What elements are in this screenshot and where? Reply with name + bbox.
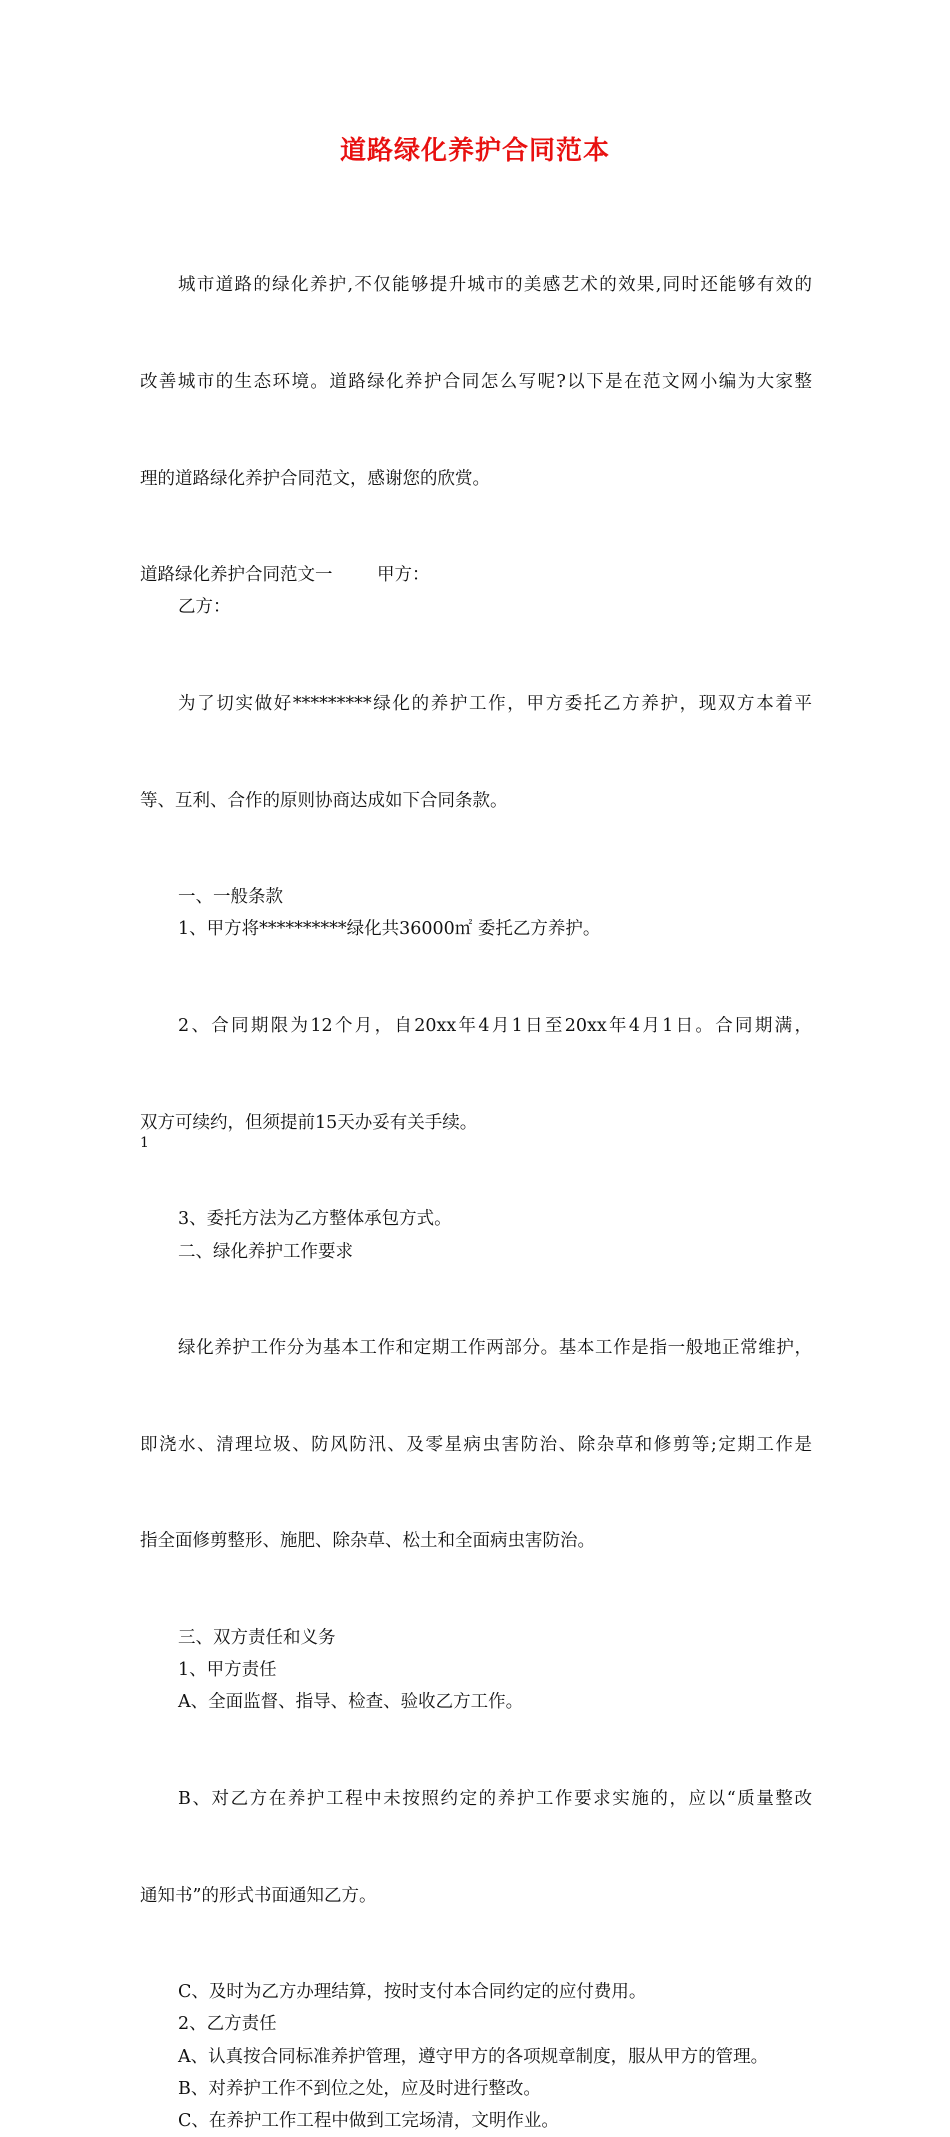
duty-line: 通知书”的形式书面通知乙方。 xyxy=(140,1885,377,1906)
intro-line: 改善城市的生态环境。道路绿化养护合同怎么写呢?以下是在范文网小编为大家整 xyxy=(140,372,812,393)
document-body xyxy=(140,205,812,2137)
section-2-line: 指全面修剪整形、施肥、除杂草、松土和全面病虫害防治。 xyxy=(140,1531,595,1552)
duty-line: B、对乙方在养护工程中未按照约定的养护工作要求实施的，应以“质量整改 xyxy=(178,1788,812,1809)
intro-paragraph xyxy=(140,205,812,559)
party-b-duty-b: B、对养护工作不到位之处，应及时进行整改。 xyxy=(178,2078,541,2099)
party-a-duties-title: 1、甲方责任 xyxy=(178,1660,277,1681)
preamble-line: 等、互利、合作的原则协商达成如下合同条款。 xyxy=(140,790,508,811)
intro-line: 理的道路绿化养护合同范文，感谢您的欣赏。 xyxy=(140,468,490,489)
clause-line: 双方可续约，但须提前15天办妥有关手续。 xyxy=(140,1112,478,1133)
clause-1-3: 3、委托方法为乙方整体承包方式。 xyxy=(178,1209,452,1230)
party-b-duty-a: A、认真按合同标准养护管理，遵守甲方的各项规章制度，服从甲方的管理。 xyxy=(178,2046,769,2067)
party-b-duties-title: 2、乙方责任 xyxy=(178,2014,277,2035)
preamble-line: 为了切实做好*********绿化的养护工作，甲方委托乙方养护，现双方本着平 xyxy=(178,694,812,715)
clause-1-1: 1、甲方将**********绿化共36000㎡ 委托乙方养护。 xyxy=(178,919,601,940)
party-a-duty-b xyxy=(140,1719,812,1977)
party-a-duty-a: A、全面监督、指导、检查、验收乙方工作。 xyxy=(178,1692,524,1713)
party-b-label: 乙方： xyxy=(178,597,231,618)
section-2-paragraph xyxy=(140,1268,812,1622)
section-2-line: 即浇水、清理垃圾、防风防汛、及零星病虫害防治、除杂草和修剪等;定期工作是 xyxy=(140,1434,812,1455)
party-b-duty-c: C、在养护工作工程中做到工完场清，文明作业。 xyxy=(178,2110,559,2131)
intro-line: 城市道路的绿化养护,不仅能够提升城市的美感艺术的效果,同时还能够有效的 xyxy=(178,275,812,296)
contract-heading-line: 道路绿化养护合同范文一 甲方： xyxy=(140,565,430,586)
section-1-title: 一、一般条款 xyxy=(178,887,283,908)
page-number: 1 xyxy=(140,1135,149,1151)
clause-1-2 xyxy=(140,946,812,1204)
section-2-line: 绿化养护工作分为基本工作和定期工作两部分。基本工作是指一般地正常维护， xyxy=(178,1338,812,1359)
section-2-title: 二、绿化养护工作要求 xyxy=(178,1241,353,1262)
section-3-title: 三、双方责任和义务 xyxy=(178,1627,336,1648)
clause-line: 2、合同期限为12个月，自20xx年4月1日至20xx年4月1日。合同期满， xyxy=(178,1016,812,1037)
party-a-duty-c: C、及时为乙方办理结算，按时支付本合同约定的应付费用。 xyxy=(178,1982,647,2003)
preamble-paragraph xyxy=(140,624,812,882)
document-title: 道路绿化养护合同范本 xyxy=(339,136,610,166)
